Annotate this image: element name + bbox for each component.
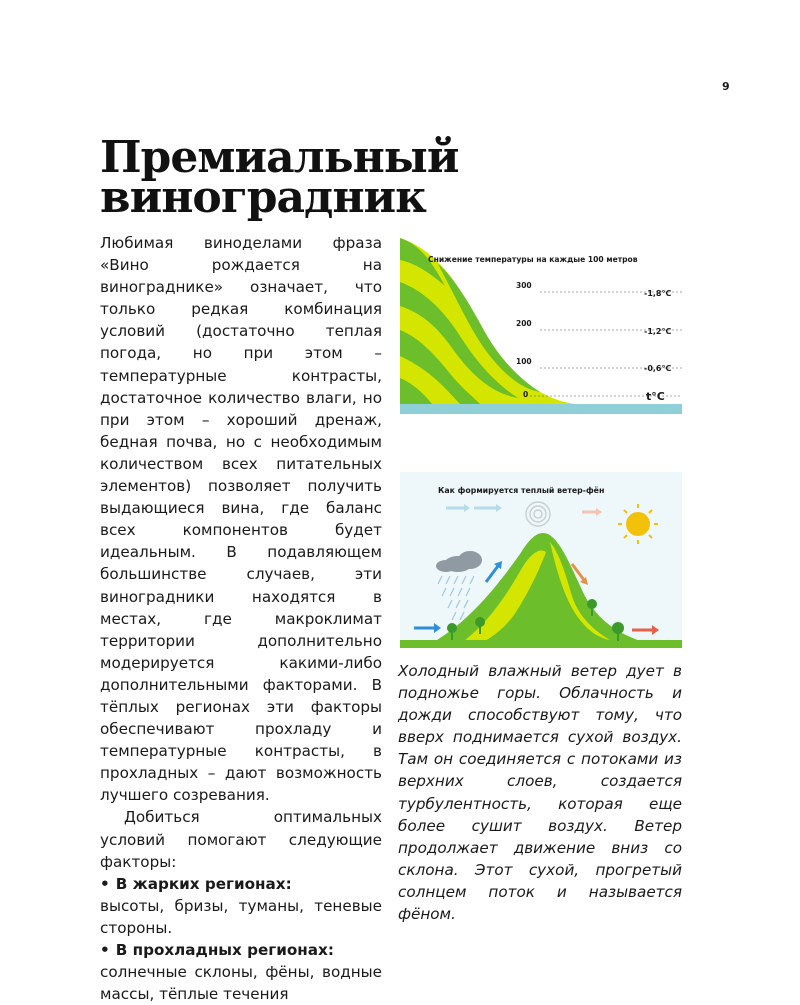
ground [400,640,682,648]
body-paragraph-1: Любимая виноделами фраза «Вино рождается на винограднике» означает, что только редкая комбинация условий (достаточно теплая погода, но при этом – температурные контрасты, достаточное количество влаги, но при этом – хороший дренаж, бедная почва, но с необходимым количеством всех питательных элементов) позволяет получить выдающиеся вина, где баланс всех компонентов будет идеальным. В подавляющем большинстве случаев, эти виноградники находятся в местах, где макроклимат территории дополнительно модерируется какими-либо дополнительными факторами. В тёплых регионах эти факторы обеспечивают прохладу и температурные контрасты, в прохладных – дают возможность лучшего созревания. [100,234,382,805]
foehn-figure-title: Как формируется теплый ветер-фён [438,486,605,495]
altitude-label: 0 [523,390,529,399]
water-line [400,404,682,414]
altitude-label: 200 [516,319,532,328]
altitude-label: 100 [516,357,532,366]
body-paragraph-2: Добиться оптимальных условий помогают следующие факторы: [100,808,382,871]
page-title-line-2: виноградник [100,172,426,223]
bullet-dot-icon: • [100,941,110,959]
bullet-hot-regions [100,873,382,895]
temperature-label: -1,8°C [644,289,672,298]
page-title [100,132,459,223]
altitude-label: 300 [516,281,532,290]
bullet-hot-regions-text: высоты, бризы, туманы, теневые стороны. [100,896,382,937]
temperature-label: t°C [646,390,665,403]
temperature-label: -1,2°C [644,327,672,336]
bullet-cool-regions [100,939,382,961]
body-text [100,232,382,1005]
page-title-line-1: Премиальный [100,132,459,183]
bullet-dot-icon: • [100,874,110,893]
bullet-hot-regions-heading: В жарких регионах: [115,874,292,893]
bullet-cool-regions-text: солнечные склоны, фёны, водные массы, тёплые течения [100,963,382,1004]
temperature-label: -0,6°C [644,364,672,373]
figure-caption: Холодный влажный ветер дует в подножье горы. Облачность и дожди способствуют тому, что вверх поднимается сухой воздух. Там он соединяется с потоками из верхних слоев, создается турбулентность, которая еще более сушит воздух. Ветер продолжает движение вниз со склона. Этот сухой, прогретый солнцем поток и называется фёном. [398,662,682,924]
bullet-cool-regions-heading: В прохладных регионах: [115,941,334,959]
temperature-chart [400,238,682,414]
page-number: 9 [722,80,730,93]
foehn-wind-figure [400,472,682,648]
temperature-chart-title: Снижение температуры на каждые 100 метров [428,255,638,264]
